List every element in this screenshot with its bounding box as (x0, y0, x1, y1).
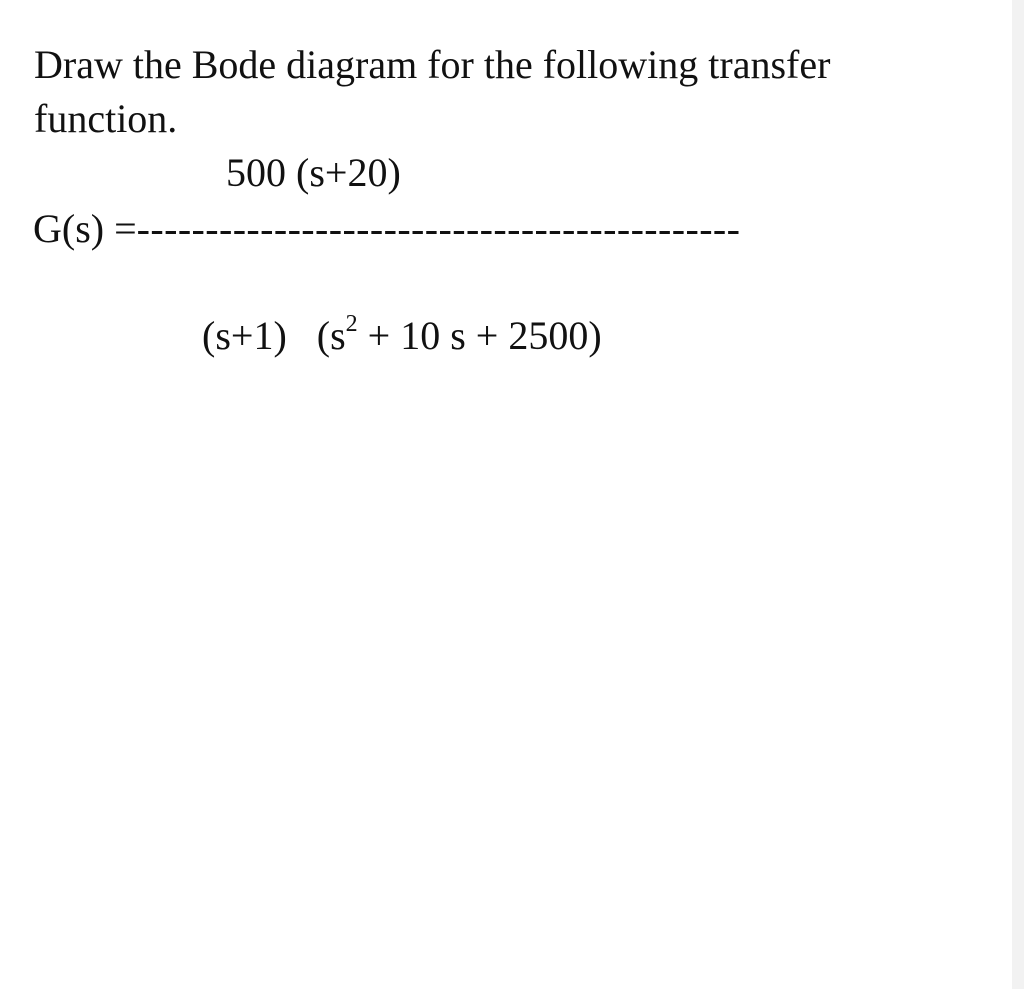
function-label: G(s) (33, 206, 105, 251)
denominator-second-factor-open: (s (316, 313, 346, 358)
exponent: 2 (345, 310, 358, 337)
denominator-second-factor-rest: + 10 s + 2500) (357, 313, 602, 358)
fraction-line: -------------------------------------------- (136, 206, 741, 251)
transfer-function-lhs (33, 202, 740, 256)
transfer-function-numerator: 500 (s+20) (226, 150, 401, 195)
transfer-function-denominator (202, 309, 602, 363)
page-edge-strip (1012, 0, 1024, 989)
denominator-first-factor: (s+1) (202, 313, 287, 358)
question-text: Draw the Bode diagram for the following transfer function. (34, 42, 831, 141)
equals-sign: = (104, 206, 137, 251)
